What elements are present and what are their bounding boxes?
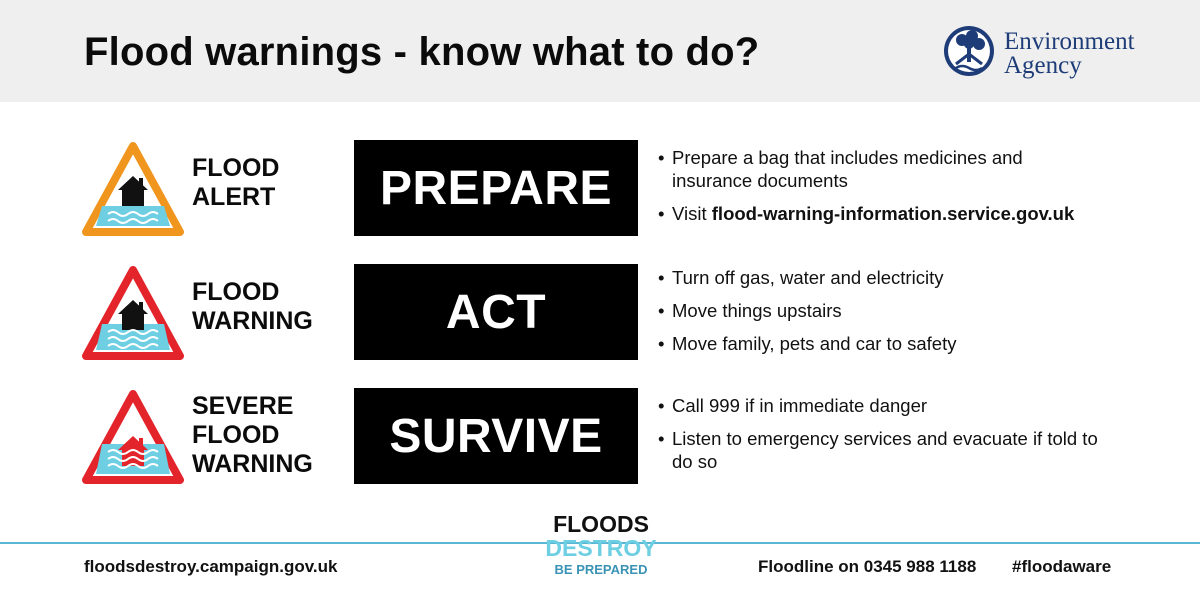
advice-item: • Prepare a bag that includes medicines and insurance documents bbox=[658, 147, 1023, 191]
advice-list bbox=[658, 266, 1098, 365]
flood-info-link[interactable]: flood-warning-information.service.gov.uk bbox=[711, 203, 1075, 224]
advice-list bbox=[658, 146, 1098, 235]
floods-destroy-logo bbox=[545, 510, 657, 590]
action-box bbox=[354, 388, 638, 484]
bullet-icon: • bbox=[658, 428, 665, 449]
svg-text:FLOODS: FLOODS bbox=[553, 511, 649, 537]
advice-list bbox=[658, 394, 1098, 483]
warning-level-label: FLOOD ALERT bbox=[192, 154, 280, 211]
advice-item: • Listen to emergency services and evacuate if told to do so bbox=[658, 428, 1098, 472]
svg-text:BE PREPARED: BE PREPARED bbox=[554, 562, 648, 577]
floodline-number: Floodline on 0345 988 1188 bbox=[758, 557, 977, 576]
bullet-icon: • bbox=[658, 147, 665, 168]
action-label: SURVIVE bbox=[389, 409, 603, 463]
header-bar bbox=[0, 0, 1200, 102]
campaign-url: floodsdestroy.campaign.gov.uk bbox=[84, 557, 338, 576]
environment-agency-emblem-icon bbox=[942, 24, 996, 80]
bullet-icon: • bbox=[658, 267, 665, 288]
action-box bbox=[354, 140, 638, 236]
bullet-icon: • bbox=[658, 333, 665, 354]
bullet-icon: • bbox=[658, 395, 665, 416]
flood-alert-icon bbox=[80, 140, 186, 240]
action-label: PREPARE bbox=[380, 161, 612, 215]
svg-text:DESTROY: DESTROY bbox=[545, 535, 657, 561]
bullet-icon: • bbox=[658, 300, 665, 321]
page-title: Flood warnings - know what to do? bbox=[84, 30, 760, 74]
advice-item: • Turn off gas, water and electricity bbox=[658, 267, 944, 288]
advice-item: • Call 999 if in immediate danger bbox=[658, 395, 928, 416]
advice-item: • Visit flood-warning-information.service.gov.uk bbox=[658, 203, 1075, 224]
severe-flood-warning-icon bbox=[80, 388, 186, 488]
action-box bbox=[354, 264, 638, 360]
advice-item: • Move family, pets and car to safety bbox=[658, 333, 957, 354]
campaign-hashtag: #floodaware bbox=[1012, 557, 1112, 576]
advice-item: • Move things upstairs bbox=[658, 300, 842, 321]
bullet-icon: • bbox=[658, 203, 665, 224]
environment-agency-logo bbox=[942, 24, 1142, 80]
warning-level-label: SEVERE FLOOD WARNING bbox=[192, 392, 313, 478]
action-label: ACT bbox=[445, 285, 547, 339]
flood-warning-icon bbox=[80, 264, 186, 364]
warning-level-label: FLOOD WARNING bbox=[192, 278, 313, 335]
environment-agency-wordmark: Environment Agency bbox=[1004, 28, 1135, 79]
